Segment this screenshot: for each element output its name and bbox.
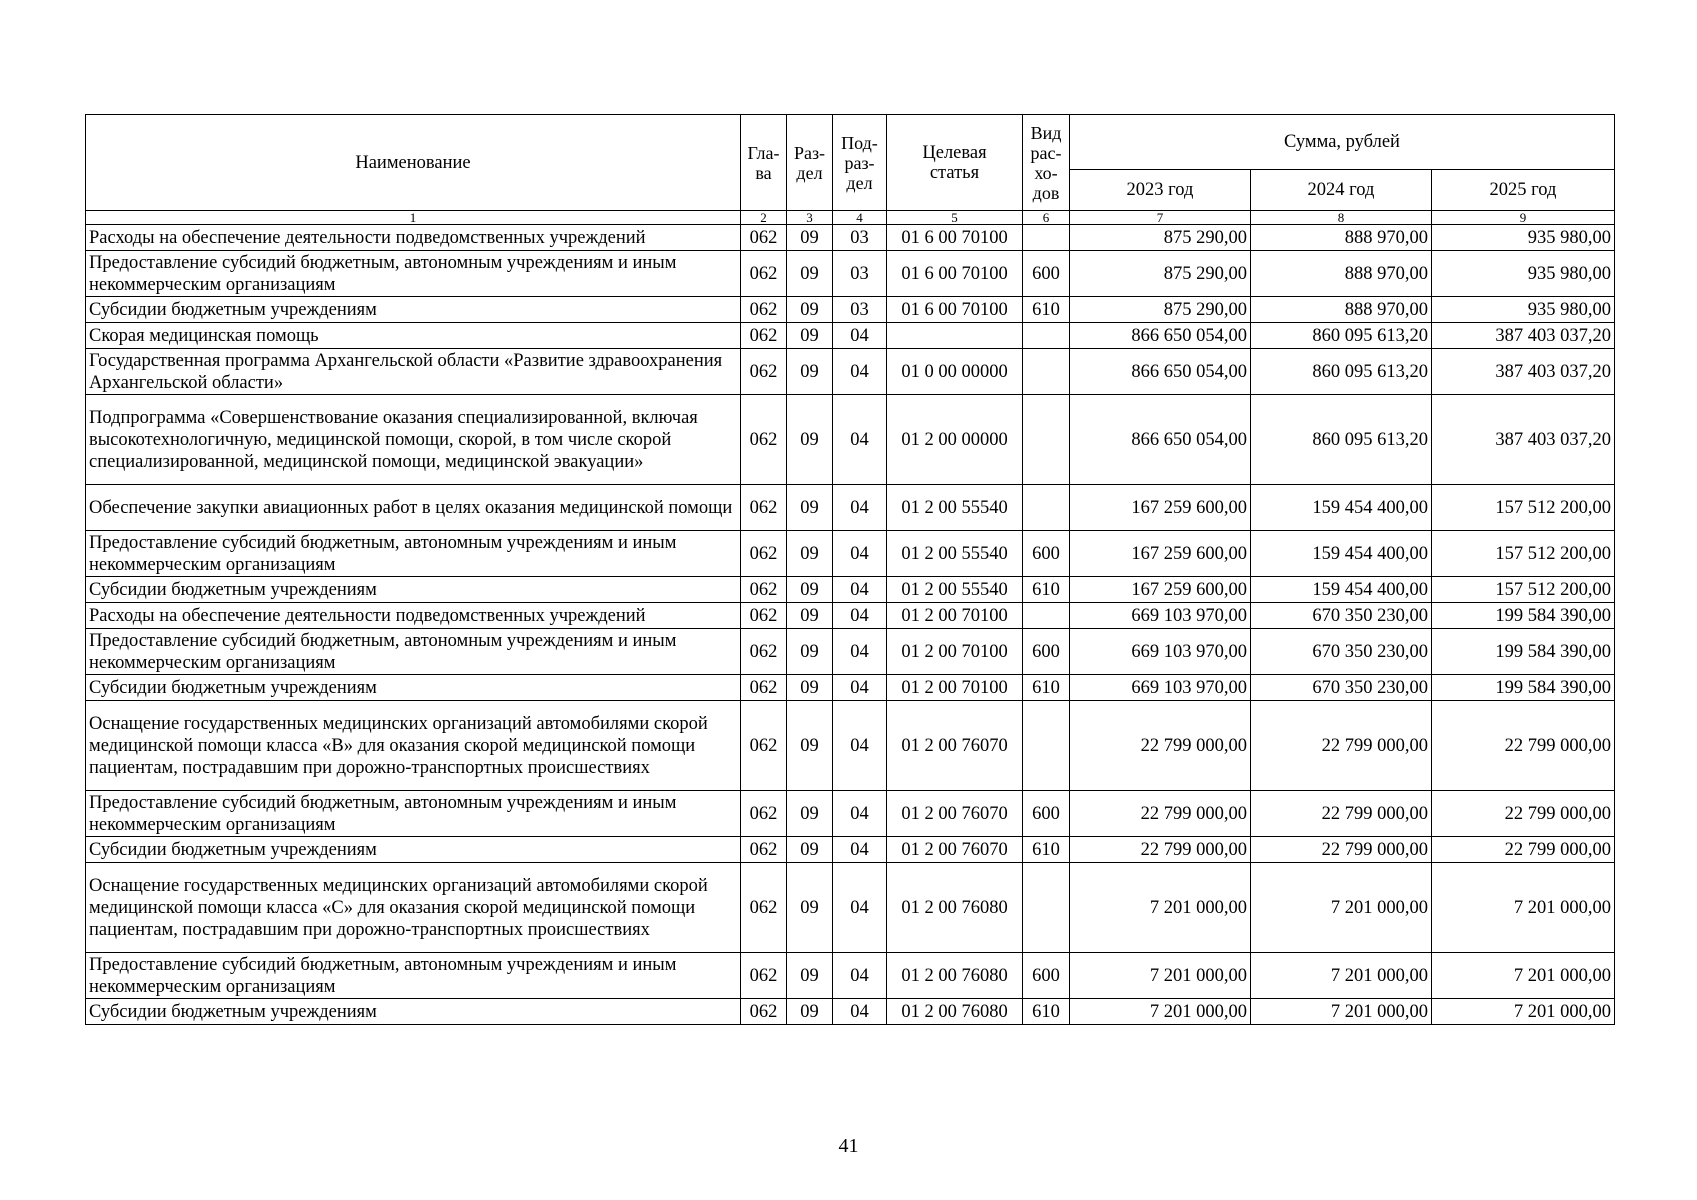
row-section: 09 bbox=[787, 999, 833, 1025]
table-row bbox=[86, 999, 1615, 1025]
row-expense-type bbox=[1023, 323, 1070, 349]
row-amount-2023: 669 103 970,00 bbox=[1070, 629, 1251, 675]
row-subsection: 04 bbox=[833, 999, 887, 1025]
row-subsection: 04 bbox=[833, 863, 887, 953]
row-expense-type: 610 bbox=[1023, 297, 1070, 323]
row-name: Предоставление субсидий бюджетным, автономным учреждениям и иным некоммерческим организациям bbox=[86, 531, 741, 577]
column-number: 2 bbox=[741, 211, 787, 225]
header-sum-group: Сумма, рублей bbox=[1070, 115, 1615, 170]
row-target-article: 01 2 00 76070 bbox=[887, 791, 1023, 837]
row-target-article: 01 2 00 76070 bbox=[887, 837, 1023, 863]
row-amount-2025: 199 584 390,00 bbox=[1432, 603, 1615, 629]
row-target-article: 01 0 00 00000 bbox=[887, 349, 1023, 395]
table-row bbox=[86, 225, 1615, 251]
row-section: 09 bbox=[787, 395, 833, 485]
row-expense-type: 610 bbox=[1023, 999, 1070, 1025]
row-target-article: 01 2 00 00000 bbox=[887, 395, 1023, 485]
row-expense-type bbox=[1023, 863, 1070, 953]
row-amount-2025: 935 980,00 bbox=[1432, 297, 1615, 323]
row-amount-2023: 167 259 600,00 bbox=[1070, 577, 1251, 603]
row-amount-2025: 199 584 390,00 bbox=[1432, 675, 1615, 701]
row-amount-2025: 157 512 200,00 bbox=[1432, 577, 1615, 603]
row-chapter: 062 bbox=[741, 791, 787, 837]
row-target-article: 01 2 00 70100 bbox=[887, 603, 1023, 629]
row-name: Государственная программа Архангельской области «Развитие здравоохранения Архангельской области» bbox=[86, 349, 741, 395]
row-expense-type: 600 bbox=[1023, 531, 1070, 577]
column-number: 8 bbox=[1251, 211, 1432, 225]
row-target-article: 01 2 00 55540 bbox=[887, 577, 1023, 603]
table-row bbox=[86, 349, 1615, 395]
row-amount-2024: 22 799 000,00 bbox=[1251, 837, 1432, 863]
row-chapter: 062 bbox=[741, 577, 787, 603]
row-target-article: 01 2 00 70100 bbox=[887, 675, 1023, 701]
table-row bbox=[86, 863, 1615, 953]
row-section: 09 bbox=[787, 297, 833, 323]
row-expense-type bbox=[1023, 225, 1070, 251]
header-chapter: Гла- ва bbox=[741, 115, 787, 211]
row-section: 09 bbox=[787, 251, 833, 297]
table-row bbox=[86, 251, 1615, 297]
row-subsection: 03 bbox=[833, 251, 887, 297]
row-expense-type bbox=[1023, 349, 1070, 395]
row-expense-type: 610 bbox=[1023, 837, 1070, 863]
table-row bbox=[86, 953, 1615, 999]
row-subsection: 04 bbox=[833, 675, 887, 701]
row-chapter: 062 bbox=[741, 225, 787, 251]
row-amount-2024: 22 799 000,00 bbox=[1251, 701, 1432, 791]
row-expense-type: 610 bbox=[1023, 577, 1070, 603]
header-target-article: Целевая статья bbox=[887, 115, 1023, 211]
row-target-article: 01 2 00 76080 bbox=[887, 863, 1023, 953]
row-section: 09 bbox=[787, 603, 833, 629]
row-amount-2025: 157 512 200,00 bbox=[1432, 485, 1615, 531]
row-name: Оснащение государственных медицинских организаций автомобилями скорой медицинской помощи класса «С» для оказания скорой медицинской помощи пациентам, пострадавшим при дорожно-транспортных происшествиях bbox=[86, 863, 741, 953]
row-amount-2025: 387 403 037,20 bbox=[1432, 349, 1615, 395]
row-amount-2023: 669 103 970,00 bbox=[1070, 675, 1251, 701]
row-expense-type bbox=[1023, 701, 1070, 791]
column-number: 6 bbox=[1023, 211, 1070, 225]
row-amount-2025: 387 403 037,20 bbox=[1432, 323, 1615, 349]
row-target-article: 01 2 00 76070 bbox=[887, 701, 1023, 791]
row-amount-2023: 167 259 600,00 bbox=[1070, 531, 1251, 577]
row-amount-2025: 387 403 037,20 bbox=[1432, 395, 1615, 485]
table-row bbox=[86, 577, 1615, 603]
row-amount-2023: 22 799 000,00 bbox=[1070, 791, 1251, 837]
row-expense-type bbox=[1023, 485, 1070, 531]
row-amount-2024: 670 350 230,00 bbox=[1251, 675, 1432, 701]
row-expense-type: 600 bbox=[1023, 953, 1070, 999]
row-subsection: 03 bbox=[833, 297, 887, 323]
row-section: 09 bbox=[787, 531, 833, 577]
row-amount-2024: 22 799 000,00 bbox=[1251, 791, 1432, 837]
row-amount-2025: 935 980,00 bbox=[1432, 225, 1615, 251]
table-row bbox=[86, 837, 1615, 863]
row-chapter: 062 bbox=[741, 349, 787, 395]
row-section: 09 bbox=[787, 577, 833, 603]
row-subsection: 04 bbox=[833, 953, 887, 999]
row-name: Субсидии бюджетным учреждениям bbox=[86, 297, 741, 323]
row-amount-2025: 22 799 000,00 bbox=[1432, 837, 1615, 863]
row-section: 09 bbox=[787, 837, 833, 863]
header-year-2024: 2024 год bbox=[1251, 170, 1432, 211]
row-chapter: 062 bbox=[741, 485, 787, 531]
header-year-2025: 2025 год bbox=[1432, 170, 1615, 211]
row-amount-2024: 7 201 000,00 bbox=[1251, 953, 1432, 999]
row-subsection: 04 bbox=[833, 531, 887, 577]
row-amount-2025: 157 512 200,00 bbox=[1432, 531, 1615, 577]
row-chapter: 062 bbox=[741, 999, 787, 1025]
header-section: Раз- дел bbox=[787, 115, 833, 211]
row-amount-2024: 860 095 613,20 bbox=[1251, 395, 1432, 485]
row-target-article: 01 2 00 70100 bbox=[887, 629, 1023, 675]
row-chapter: 062 bbox=[741, 863, 787, 953]
row-expense-type bbox=[1023, 395, 1070, 485]
row-expense-type: 610 bbox=[1023, 675, 1070, 701]
header-name: Наименование bbox=[86, 115, 741, 211]
column-numbers-row bbox=[86, 211, 1615, 225]
row-chapter: 062 bbox=[741, 953, 787, 999]
table-row bbox=[86, 629, 1615, 675]
table-row bbox=[86, 603, 1615, 629]
row-target-article: 01 2 00 76080 bbox=[887, 999, 1023, 1025]
row-chapter: 062 bbox=[741, 837, 787, 863]
column-number: 9 bbox=[1432, 211, 1615, 225]
page-number: 41 bbox=[838, 1135, 859, 1157]
column-number: 3 bbox=[787, 211, 833, 225]
row-target-article: 01 2 00 76080 bbox=[887, 953, 1023, 999]
table-row bbox=[86, 701, 1615, 791]
row-name: Расходы на обеспечение деятельности подведомственных учреждений bbox=[86, 603, 741, 629]
row-section: 09 bbox=[787, 225, 833, 251]
row-name: Оснащение государственных медицинских организаций автомобилями скорой медицинской помощи класса «В» для оказания скорой медицинской помощи пациентам, пострадавшим при дорожно-транспортных происшествиях bbox=[86, 701, 741, 791]
row-section: 09 bbox=[787, 863, 833, 953]
row-amount-2024: 670 350 230,00 bbox=[1251, 629, 1432, 675]
row-amount-2024: 888 970,00 bbox=[1251, 225, 1432, 251]
row-amount-2023: 866 650 054,00 bbox=[1070, 349, 1251, 395]
row-name: Предоставление субсидий бюджетным, автономным учреждениям и иным некоммерческим организациям bbox=[86, 629, 741, 675]
row-amount-2023: 7 201 000,00 bbox=[1070, 953, 1251, 999]
row-amount-2024: 860 095 613,20 bbox=[1251, 349, 1432, 395]
row-chapter: 062 bbox=[741, 701, 787, 791]
row-section: 09 bbox=[787, 791, 833, 837]
row-subsection: 04 bbox=[833, 577, 887, 603]
table-row bbox=[86, 531, 1615, 577]
row-target-article: 01 2 00 55540 bbox=[887, 485, 1023, 531]
row-subsection: 04 bbox=[833, 349, 887, 395]
row-amount-2023: 167 259 600,00 bbox=[1070, 485, 1251, 531]
row-section: 09 bbox=[787, 323, 833, 349]
row-amount-2023: 669 103 970,00 bbox=[1070, 603, 1251, 629]
row-chapter: 062 bbox=[741, 395, 787, 485]
row-section: 09 bbox=[787, 485, 833, 531]
row-amount-2024: 159 454 400,00 bbox=[1251, 577, 1432, 603]
table-row bbox=[86, 297, 1615, 323]
header-year-2023: 2023 год bbox=[1070, 170, 1251, 211]
row-expense-type: 600 bbox=[1023, 791, 1070, 837]
row-amount-2023: 875 290,00 bbox=[1070, 297, 1251, 323]
row-name: Субсидии бюджетным учреждениям bbox=[86, 577, 741, 603]
row-amount-2023: 22 799 000,00 bbox=[1070, 837, 1251, 863]
table-row bbox=[86, 675, 1615, 701]
row-target-article: 01 6 00 70100 bbox=[887, 297, 1023, 323]
row-amount-2024: 888 970,00 bbox=[1251, 297, 1432, 323]
column-number: 1 bbox=[86, 211, 741, 225]
row-name: Обеспечение закупки авиационных работ в целях оказания медицинской помощи bbox=[86, 485, 741, 531]
table-row bbox=[86, 395, 1615, 485]
row-amount-2025: 7 201 000,00 bbox=[1432, 953, 1615, 999]
row-name: Скорая медицинская помощь bbox=[86, 323, 741, 349]
column-number: 5 bbox=[887, 211, 1023, 225]
row-subsection: 04 bbox=[833, 701, 887, 791]
row-amount-2024: 7 201 000,00 bbox=[1251, 863, 1432, 953]
row-amount-2023: 7 201 000,00 bbox=[1070, 999, 1251, 1025]
row-amount-2024: 860 095 613,20 bbox=[1251, 323, 1432, 349]
row-amount-2023: 875 290,00 bbox=[1070, 225, 1251, 251]
row-amount-2023: 866 650 054,00 bbox=[1070, 395, 1251, 485]
row-amount-2025: 22 799 000,00 bbox=[1432, 701, 1615, 791]
row-section: 09 bbox=[787, 953, 833, 999]
row-amount-2025: 199 584 390,00 bbox=[1432, 629, 1615, 675]
row-chapter: 062 bbox=[741, 251, 787, 297]
row-chapter: 062 bbox=[741, 603, 787, 629]
row-name: Субсидии бюджетным учреждениям bbox=[86, 999, 741, 1025]
row-chapter: 062 bbox=[741, 531, 787, 577]
row-section: 09 bbox=[787, 349, 833, 395]
table-body bbox=[86, 225, 1615, 1025]
row-chapter: 062 bbox=[741, 323, 787, 349]
row-chapter: 062 bbox=[741, 297, 787, 323]
header-expense-type: Вид рас- хо- дов bbox=[1023, 115, 1070, 211]
row-amount-2025: 7 201 000,00 bbox=[1432, 863, 1615, 953]
row-subsection: 04 bbox=[833, 323, 887, 349]
header-subsection: Под- раз- дел bbox=[833, 115, 887, 211]
row-name: Субсидии бюджетным учреждениям bbox=[86, 837, 741, 863]
table-row bbox=[86, 791, 1615, 837]
row-expense-type: 600 bbox=[1023, 251, 1070, 297]
row-section: 09 bbox=[787, 701, 833, 791]
row-subsection: 04 bbox=[833, 629, 887, 675]
row-amount-2024: 159 454 400,00 bbox=[1251, 531, 1432, 577]
row-target-article: 01 2 00 55540 bbox=[887, 531, 1023, 577]
table-row bbox=[86, 485, 1615, 531]
row-target-article bbox=[887, 323, 1023, 349]
row-amount-2025: 7 201 000,00 bbox=[1432, 999, 1615, 1025]
row-target-article: 01 6 00 70100 bbox=[887, 225, 1023, 251]
row-section: 09 bbox=[787, 675, 833, 701]
row-subsection: 03 bbox=[833, 225, 887, 251]
row-expense-type: 600 bbox=[1023, 629, 1070, 675]
row-chapter: 062 bbox=[741, 629, 787, 675]
row-amount-2023: 22 799 000,00 bbox=[1070, 701, 1251, 791]
column-number: 7 bbox=[1070, 211, 1251, 225]
row-section: 09 bbox=[787, 629, 833, 675]
budget-table bbox=[85, 114, 1615, 1025]
row-subsection: 04 bbox=[833, 485, 887, 531]
table-row bbox=[86, 323, 1615, 349]
row-amount-2024: 159 454 400,00 bbox=[1251, 485, 1432, 531]
row-name: Предоставление субсидий бюджетным, автономным учреждениям и иным некоммерческим организациям bbox=[86, 251, 741, 297]
row-name: Подпрограмма «Совершенствование оказания специализированной, включая высокотехнологичную, медицинской помощи, скорой, в том числе скорой специализированной, медицинской помощи, медицинской эвакуации» bbox=[86, 395, 741, 485]
row-amount-2025: 935 980,00 bbox=[1432, 251, 1615, 297]
row-amount-2023: 875 290,00 bbox=[1070, 251, 1251, 297]
row-name: Расходы на обеспечение деятельности подведомственных учреждений bbox=[86, 225, 741, 251]
row-subsection: 04 bbox=[833, 837, 887, 863]
row-target-article: 01 6 00 70100 bbox=[887, 251, 1023, 297]
row-name: Предоставление субсидий бюджетным, автономным учреждениям и иным некоммерческим организациям bbox=[86, 953, 741, 999]
row-expense-type bbox=[1023, 603, 1070, 629]
row-amount-2025: 22 799 000,00 bbox=[1432, 791, 1615, 837]
row-amount-2024: 7 201 000,00 bbox=[1251, 999, 1432, 1025]
row-subsection: 04 bbox=[833, 791, 887, 837]
row-subsection: 04 bbox=[833, 395, 887, 485]
row-name: Предоставление субсидий бюджетным, автономным учреждениям и иным некоммерческим организациям bbox=[86, 791, 741, 837]
row-amount-2024: 670 350 230,00 bbox=[1251, 603, 1432, 629]
row-chapter: 062 bbox=[741, 675, 787, 701]
row-name: Субсидии бюджетным учреждениям bbox=[86, 675, 741, 701]
row-amount-2023: 7 201 000,00 bbox=[1070, 863, 1251, 953]
row-amount-2024: 888 970,00 bbox=[1251, 251, 1432, 297]
row-amount-2023: 866 650 054,00 bbox=[1070, 323, 1251, 349]
row-subsection: 04 bbox=[833, 603, 887, 629]
column-number: 4 bbox=[833, 211, 887, 225]
